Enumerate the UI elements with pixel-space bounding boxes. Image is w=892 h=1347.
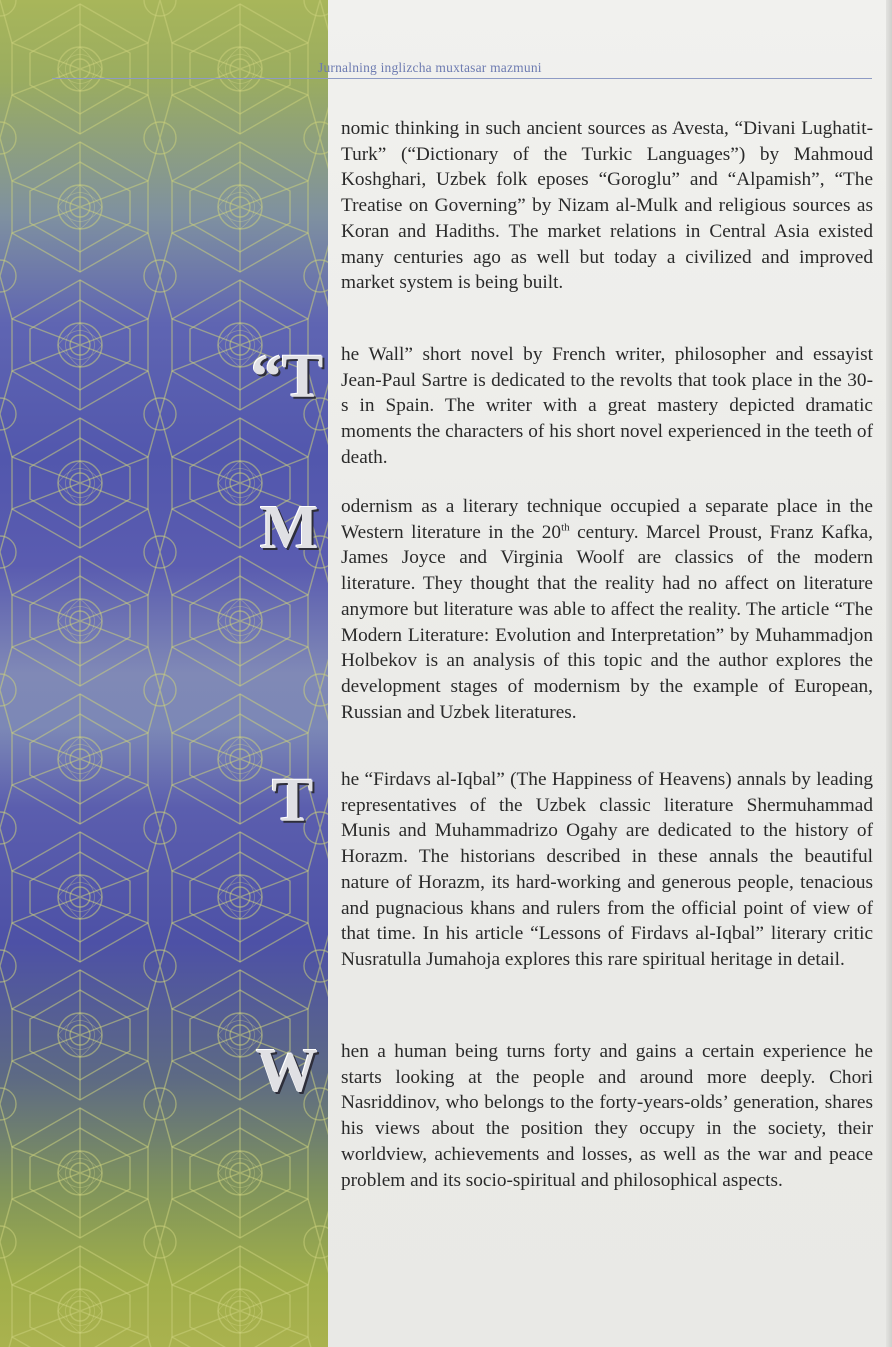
paragraph-3-text-a: odernism as a literary technique occupied a separate place in the Western literature in the 20 <box>341 496 873 543</box>
dropcap-4: W <box>256 1037 318 1105</box>
page-edge <box>886 0 892 1347</box>
paragraph-3-text-b: century. Marcel Proust, Franz Kafka, James Joyce and Virginia Woolf are classics of the modern literature. They thought that the reality had no affect on literature anymore but literature was able to affect the reality. The article “The Modern Literature: Evolution and Interpretation” by Muhammadjon Holbekov is an analysis of this topic and the author explores the development stages of modernism by the example of European, Russian and Uzbek literatures. <box>341 521 873 723</box>
paragraph-5: hen a human being turns forty and gains a certain experience he starts looking at the people and around more deeply. Chori Nasriddinov, who belongs to the forty-years-olds’ generation, shares his views about the position they occupy in the society, their worldview, achievements and losses, as well as the war and peace problem and its socio-spiritual and philosophical aspects. <box>341 1041 873 1191</box>
geometric-pattern <box>0 0 328 1347</box>
paragraph-2: he Wall” short novel by French writer, philosopher and essayist Jean-Paul Sartre is dedicated to the revolts that took place in the 30-s in Spain. The writer with a great mastery depicted dramatic moments the characters of his short novel experienced in the teeth of death. <box>341 344 873 468</box>
paragraph-3 <box>341 494 873 725</box>
dropcap-1: “T <box>251 343 324 411</box>
ordinal-suffix: th <box>561 521 570 534</box>
dropcap-3: T <box>272 767 314 835</box>
dropcap-2: M <box>260 494 319 562</box>
header-rule <box>52 78 872 79</box>
paragraph-1: nomic thinking in such ancient sources as Avesta, “Divani Lughatit-Turk” (“Dictionary of the Turkic Languages”) by Mahmoud Koshghari, Uzbek folk eposes “Goroglu” and “Alpamish”, “The Treatise on Governing” by Nizam al-Mulk and religious sources as Koran and Hadiths. The market relations in Central Asia existed many centuries ago as well but today a civilized and improved market system is being built. <box>341 118 873 294</box>
paragraph-4: he “Firdavs al-Iqbal” (The Happiness of Heavens) annals by leading representatives of the Uzbek classic literature Shermuhammad Munis and Muhammadrizo Ogahy are dedicated to the history of Horazm. The historians described in these annals the beautiful nature of Horazm, its hard-working and generous people, tenacious and pugnacious khans and rulers from the official point of view of that time. In his article “Lessons of Firdavs al-Iqbal” literary critic Nusratulla Jumahoja explores this rare spiritual heritage in detail. <box>341 769 873 970</box>
running-header: Jurnalning inglizcha muxtasar mazmuni <box>318 60 542 75</box>
ornamental-border <box>0 0 328 1347</box>
